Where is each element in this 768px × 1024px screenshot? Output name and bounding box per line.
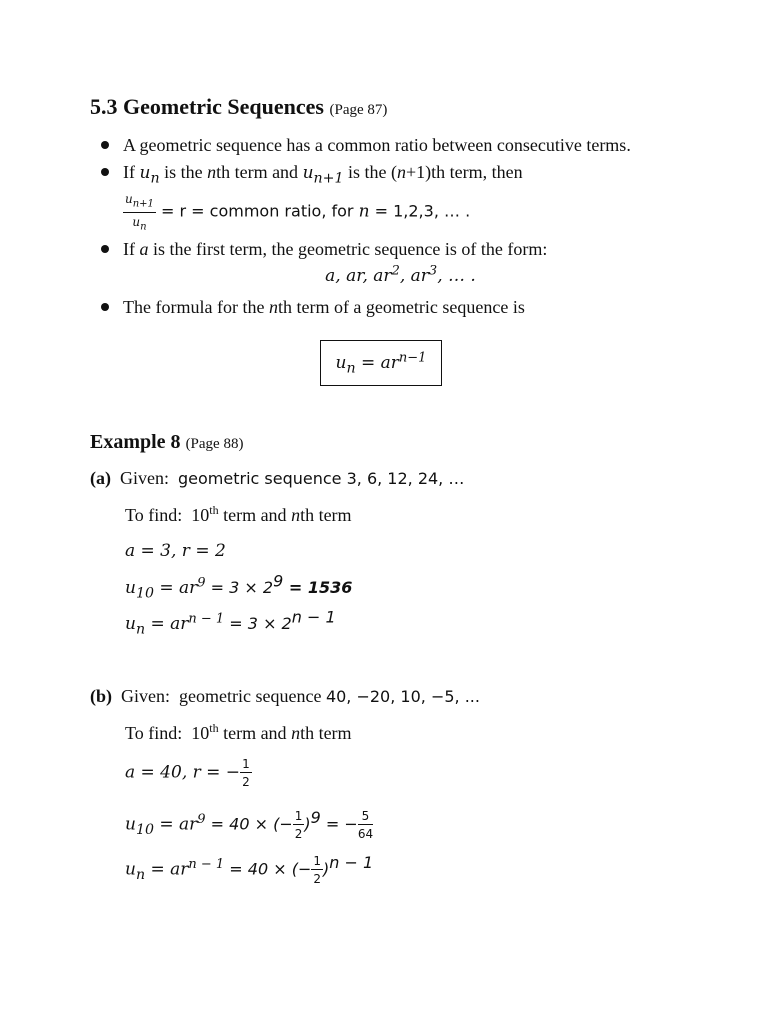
part-a-tenth-term [125,571,353,607]
fraction-numerator: 1 [313,854,322,868]
tofind-number: 10 [191,723,210,743]
bullet-dot-icon [101,303,109,311]
fraction-denominator: 2 [242,775,250,789]
math-text: = ar [145,614,189,634]
fraction-numerator: 5 [358,810,373,825]
part-a-tofind [125,501,352,529]
result-fraction [358,810,373,840]
given-value: geometric sequence 3, 6, 12, 24, … [178,469,465,488]
tofind-suffix: th [209,721,219,735]
math-text: = 3 × 2 [205,578,274,597]
bullet-text: If [123,162,140,182]
math-text: = ar [145,859,189,880]
bullet-common-ratio [90,132,678,158]
part-a-nth-term [125,607,336,643]
math-subscript: n+1 [313,170,344,187]
math-subscript: n [346,360,356,377]
section-title: 5.3 Geometric Sequences [90,94,324,119]
bullet-dot-icon [101,141,109,149]
part-b-tofind [125,719,352,747]
tofind-number: 10 [191,505,210,525]
sequence-form [123,262,678,290]
math-n: n [358,201,370,222]
math-text: = 3 × 2 [224,614,292,633]
half-fraction [293,810,305,840]
section-page-ref: (Page 87) [329,102,388,118]
given-label: Given: [121,686,170,706]
bullet-list [90,132,678,320]
math-exponent: 9 [197,575,206,591]
math-subscript: n [135,866,146,883]
part-b-values [125,758,252,788]
ratio-text: = r = common ratio, for [155,201,359,221]
tofind-text: th term [300,723,352,743]
math-exponent: 9 [310,807,321,827]
math-un [139,163,160,187]
math-text: = ar [355,353,399,373]
fraction-denominator [123,213,156,232]
math-text: a = 40, r = − [125,762,241,783]
math-subscript: n [135,621,146,638]
tofind-label: To find: [125,505,183,525]
math-text: a = 3, r = 2 [125,541,226,561]
part-label: (b) [90,686,112,706]
math-subscript: n [150,170,160,187]
tofind-label: To find: [125,723,183,743]
math-text: ) [323,859,330,879]
math-symbol: u [125,859,136,880]
math-exponent: 9 [273,571,284,591]
bullet-text: A geometric sequence has a common ratio between consecutive terms. [123,135,631,155]
math-symbol: u [335,353,347,373]
part-label: (a) [90,468,111,488]
given-text: geometric sequence [179,686,326,706]
part-b-nth-term [125,852,374,889]
ratio-fraction [240,758,252,788]
example-page-ref: (Page 88) [185,436,244,452]
math-symbol: u [125,814,136,835]
tofind-suffix: th [209,503,219,517]
math-symbol: u [302,163,314,183]
ratio-fraction [123,193,156,232]
math-exponent: n − 1 [329,852,374,872]
math-n: n [291,723,301,743]
example-heading [90,428,243,458]
bullet-text: is the ( [343,162,398,182]
math-result: = 1536 [283,578,353,597]
tofind-text: term and [218,505,292,525]
given-label: Given: [120,468,169,488]
part-a-values [125,537,226,565]
section-heading [90,92,387,125]
math-a: a [139,239,149,260]
bullet-text: is the first term, the geometric sequence is of the form: [148,239,548,260]
part-a-given [90,464,464,493]
math-symbol: u [125,578,136,598]
ratio-text: = 1,2,3, … . [369,201,471,221]
bullet-text: +1)th term, then [406,162,523,182]
fraction-numerator: 1 [294,809,303,823]
nth-term-formula-box [320,340,442,386]
math-subscript: n [140,221,147,233]
math-text: = ar [153,814,198,835]
fraction-denominator: 2 [294,827,303,841]
tofind-text: term and [218,723,292,743]
math-exponent: n − 1 [188,611,225,627]
bullet-dot-icon [101,245,109,253]
math-text: a, ar, ar [325,266,392,287]
math-symbol: u [132,214,141,229]
bullet-text: th term of a geometric sequence is [277,297,525,318]
math-n: n [207,162,217,182]
bullet-text: is the [159,162,208,182]
math-exponent: n − 1 [291,607,336,627]
half-fraction [311,855,323,885]
fraction-numerator: 1 [242,757,250,771]
math-text: = 40 × (− [224,859,312,879]
math-text: = − [320,814,358,834]
math-text: = ar [153,578,198,598]
fraction-denominator: 64 [357,827,374,841]
tofind-text: th term [300,505,352,525]
math-subscript: n+1 [132,198,154,210]
math-subscript: 10 [135,821,154,838]
bullet-dot-icon [101,168,109,176]
example-title: Example 8 [90,431,181,453]
bullet-text: The formula for the [123,297,269,318]
math-exponent: n−1 [398,350,427,366]
math-text: , ar [399,266,429,287]
math-symbol: u [139,163,151,183]
math-exponent: 2 [391,263,400,279]
math-exponent: 3 [428,263,438,279]
math-subscript: 10 [135,585,154,602]
math-n: n [291,505,301,525]
math-un1 [302,163,344,187]
ratio-formula [123,193,678,232]
bullet-text: If [123,239,140,260]
math-symbol: u [125,192,133,207]
math-exponent: 9 [197,811,206,827]
given-value: 40, −20, 10, −5, ... [325,687,480,706]
part-b-tenth-term [125,807,374,844]
math-text: = 40 × (− [205,814,293,834]
math-symbol: u [125,614,136,634]
part-b-given [90,682,480,711]
math-n: n [268,297,278,318]
bullet-text: th term and [216,162,303,182]
math-exponent: n − 1 [188,856,225,872]
math-n: n [397,162,407,182]
bullet-nth-term [90,294,678,320]
fraction-denominator: 2 [313,872,322,886]
fraction-numerator [123,193,156,212]
math-text: , … . [437,266,476,287]
bullet-sequence-form [90,236,678,290]
math-text: ) [304,814,311,834]
bullet-ratio-definition [90,159,678,232]
